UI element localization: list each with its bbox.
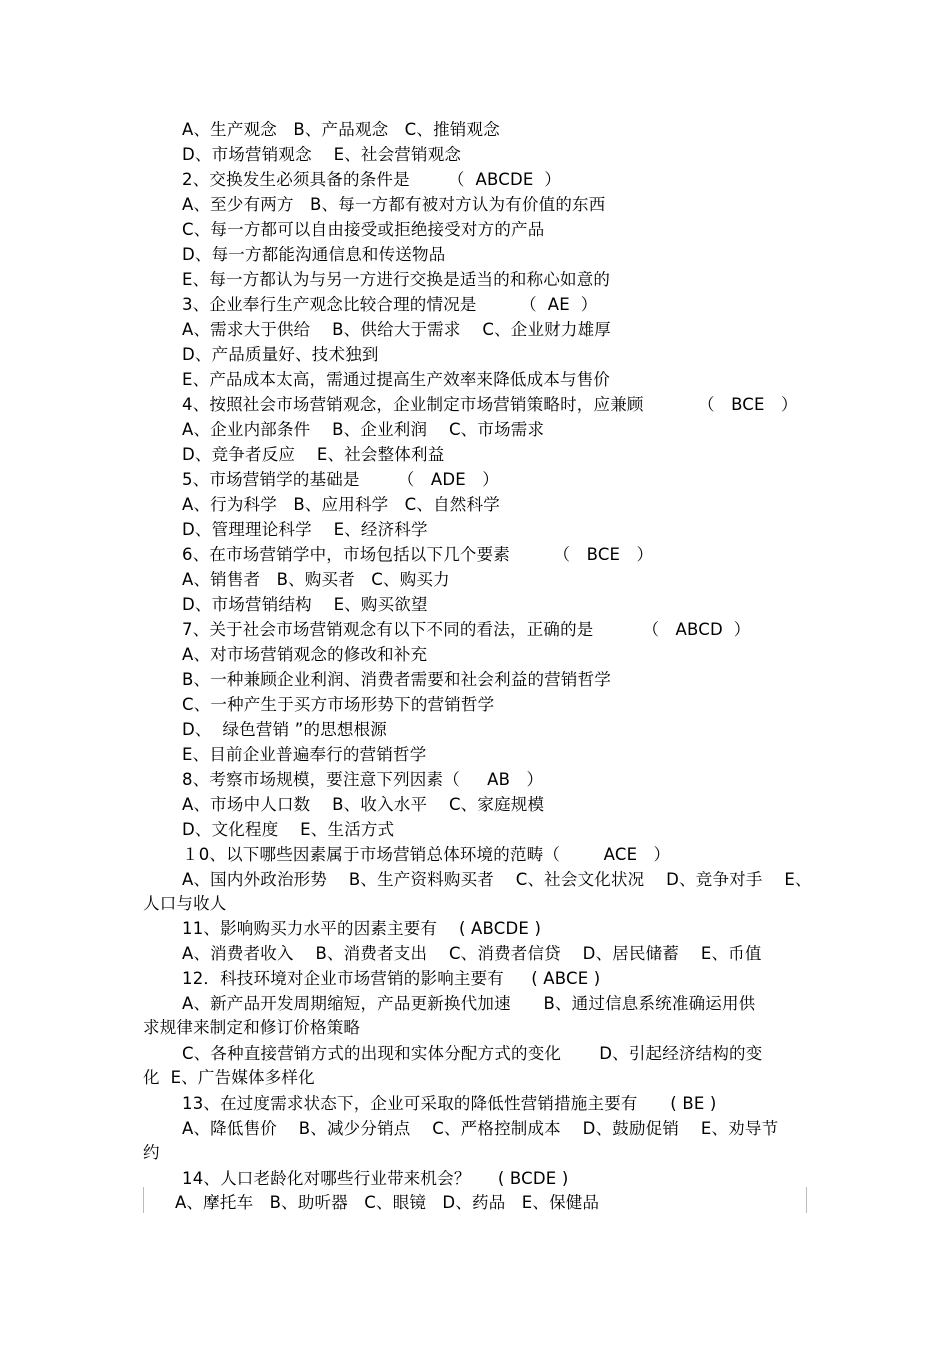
text-line: 12．科技环境对企业市场营销的影响主要有 ( ABCE ): [182, 969, 601, 988]
text-line: A、需求大于供给 B、供给大于需求 C、企业财力雄厚: [182, 320, 611, 339]
text-line: A、对市场营销观念的修改和补充: [182, 645, 428, 664]
text-line: D、产品质量好、技术独到: [182, 345, 379, 364]
text-line: A、新产品开发周期缩短，产品更新换代加速 B、通过信息系统准确运用供: [182, 994, 756, 1013]
text-line: C、每一方都可以自由接受或拒绝接受对方的产品: [182, 220, 545, 239]
text-line: A、降低售价 B、减少分销点 C、严格控制成本 D、鼓励促销 E、劝导节: [182, 1119, 779, 1138]
text-line: 约: [143, 1143, 160, 1162]
text-line: E、目前企业普遍奉行的营销哲学: [182, 745, 427, 764]
text-line: 7、关于社会市场营销观念有以下不同的看法，正确的是 （ ABCD ）: [182, 620, 751, 639]
text-line: 3、企业奉行生产观念比较合理的情况是 （ AE ）: [182, 295, 598, 314]
text-line: 11、影响购买力水平的因素主要有 ( ABCDE ): [182, 919, 542, 938]
text-line: A、至少有两方 B、每一方都有被对方认为有价值的东西: [182, 195, 606, 214]
text-line: A、企业内部条件 B、企业利润 C、市场需求: [182, 420, 545, 439]
text-line: 2、交换发生必须具备的条件是 （ ABCDE ）: [182, 170, 562, 189]
text-line: 5、市场营销学的基础是 （ ADE ）: [182, 470, 499, 489]
text-line: 13、在过度需求状态下，企业可采取的降低性营销措施主要有 ( BE ): [182, 1094, 717, 1113]
text-line: D、文化程度 E、生活方式: [182, 820, 395, 839]
text-line: A、生产观念 B、产品观念 C、推销观念: [182, 120, 500, 139]
text-line: 人口与收人: [143, 894, 227, 913]
text-line: 8、考察市场规模，要注意下列因素（ AB ）: [182, 770, 544, 789]
text-line: B、一种兼顾企业利润、消费者需要和社会利益的营销哲学: [182, 670, 612, 689]
text-line: 6、在市场营销学中，市场包括以下几个要素 （ BCE ）: [182, 545, 654, 564]
text-line: D、 绿色营销 ”的思想根源: [182, 720, 387, 739]
text-line: A、销售者 B、购买者 C、购买力: [182, 570, 450, 589]
text-line: D、每一方都能沟通信息和传送物品: [182, 245, 446, 264]
left-margin-rule: [143, 1187, 144, 1213]
text-line: 14、人口老龄化对哪些行业带来机会？ ( BCDE ): [182, 1169, 569, 1188]
text-line: A、行为科学 B、应用科学 C、自然科学: [182, 495, 500, 514]
text-line: A、摩托车 B、助听器 C、眼镜 D、药品 E、保健品: [175, 1193, 600, 1212]
text-line: E、每一方都认为与另一方进行交换是适当的和称心如意的: [182, 270, 611, 289]
text-line: C、各种直接营销方式的出现和实体分配方式的变化 D、引起经济结构的变: [182, 1044, 763, 1063]
text-line: 化 E、广告媒体多样化: [143, 1068, 315, 1087]
text-line: D、竞争者反应 E、社会整体利益: [182, 445, 445, 464]
text-line: D、管理理论科学 E、经济科学: [182, 520, 428, 539]
text-line: A、消费者收入 B、消费者支出 C、消费者信贷 D、居民储蓄 E、币值: [182, 944, 762, 963]
text-line: 4、按照社会市场营销观念，企业制定市场营销策略时，应兼顾 （ BCE ）: [182, 395, 798, 414]
text-line: D、市场营销观念 E、社会营销观念: [182, 145, 462, 164]
text-line: D、市场营销结构 E、购买欲望: [182, 595, 428, 614]
right-margin-rule: [806, 1187, 807, 1213]
text-line: E、产品成本太高，需通过提高生产效率来降低成本与售价: [182, 370, 611, 389]
text-line: 求规律来制定和修订价格策略: [143, 1018, 361, 1037]
text-line: A、国内外政治形势 B、生产资料购买者 C、社会文化状况 D、竞争对手 E、: [182, 870, 812, 889]
text-line: １0、以下哪些因素属于市场营销总体环境的范畴（ ACE ）: [182, 845, 671, 864]
text-line: C、一种产生于买方市场形势下的营销哲学: [182, 695, 495, 714]
text-line: A、市场中人口数 B、收入水平 C、家庭规模: [182, 795, 545, 814]
